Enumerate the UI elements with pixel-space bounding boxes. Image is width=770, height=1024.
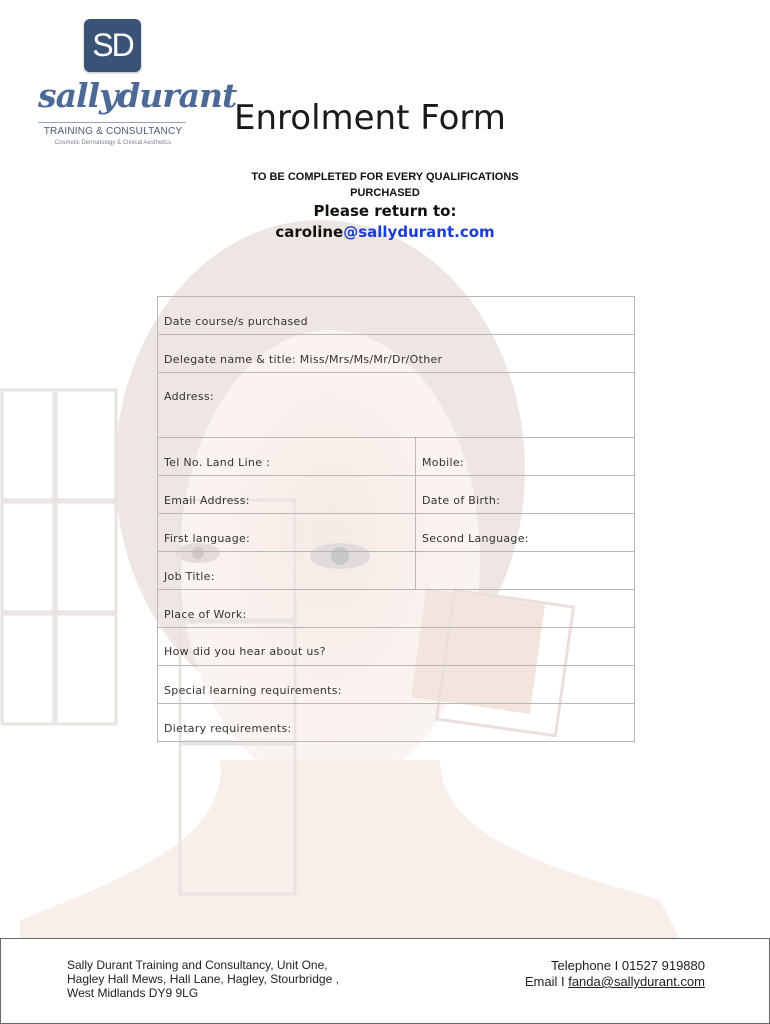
logo-wordmark: sallydurant — [38, 76, 237, 115]
form-row-work — [158, 590, 634, 628]
dietary-label: Dietary requirements: — [164, 722, 292, 735]
job-title-label: Job Title: — [164, 570, 215, 583]
form-row-date — [158, 297, 634, 335]
place-of-work-label: Place of Work: — [164, 608, 247, 621]
form-row-hear — [158, 628, 634, 666]
second-language-label: Second Language: — [422, 532, 529, 545]
job-title-field[interactable] — [158, 552, 416, 589]
return-email[interactable] — [220, 223, 550, 241]
dob-field[interactable] — [416, 476, 634, 513]
footer-address-line-2: Hagley Hall Mews, Hall Lane, Hagley, Stourbridge , — [67, 972, 339, 986]
job-title-empty-cell — [416, 552, 634, 589]
logo-tagline: Cosmetic Dermatology & Clinical Aesthetics — [54, 140, 172, 146]
footer-address — [67, 958, 339, 1000]
tel-landline-label: Tel No. Land Line : — [164, 456, 271, 469]
company-logo — [36, 16, 237, 156]
logo-badge: SD — [84, 19, 141, 72]
footer — [0, 938, 770, 1024]
footer-address-line-1: Sally Durant Training and Consultancy, Unit One, — [67, 958, 328, 972]
form-row-special — [158, 666, 634, 704]
form-row-delegate — [158, 335, 634, 373]
second-language-field[interactable] — [416, 514, 634, 551]
instruction-line-1: TO BE COMPLETED FOR EVERY QUALIFICATIONS — [251, 171, 519, 183]
hear-about-label: How did you hear about us? — [164, 645, 326, 658]
footer-email — [525, 974, 705, 990]
dietary-field[interactable] — [158, 704, 634, 741]
instructions — [220, 169, 550, 201]
date-courses-field[interactable] — [158, 297, 634, 334]
logo-subtitle: TRAINING & CONSULTANCY — [43, 126, 183, 137]
special-learning-label: Special learning requirements: — [164, 684, 342, 697]
footer-telephone: Telephone I 01527 919880 — [551, 958, 705, 973]
form-row-dietary — [158, 704, 634, 742]
form-row-email — [158, 476, 634, 514]
mobile-label: Mobile: — [422, 456, 464, 469]
footer-email-link[interactable]: fanda@sallydurant.com — [568, 974, 705, 989]
place-of-work-field[interactable] — [158, 590, 634, 627]
delegate-name-label: Delegate name & title: Miss/Mrs/Ms/Mr/Dr/Other — [164, 353, 443, 366]
form-row-language — [158, 514, 634, 552]
hear-about-field[interactable] — [158, 628, 634, 665]
footer-contact — [525, 958, 705, 990]
email-field[interactable] — [158, 476, 416, 513]
special-learning-field[interactable] — [158, 666, 634, 703]
dob-label: Date of Birth: — [422, 494, 501, 507]
address-label: Address: — [164, 390, 214, 403]
return-email-user: caroline — [275, 223, 344, 241]
footer-address-line-3: West Midlands DY9 9LG — [67, 986, 199, 1000]
address-field[interactable] — [158, 373, 634, 437]
page-title: Enrolment Form — [234, 98, 506, 138]
delegate-name-field[interactable] — [158, 335, 634, 372]
email-label: Email Address: — [164, 494, 250, 507]
logo-divider — [38, 122, 186, 123]
return-label: Please return to: — [313, 202, 457, 220]
first-language-field[interactable] — [158, 514, 416, 551]
return-email-domain[interactable]: @sallydurant.com — [343, 223, 495, 241]
form-row-job — [158, 552, 634, 590]
enrolment-form-table — [157, 296, 635, 742]
tel-landline-field[interactable] — [158, 438, 416, 475]
footer-email-prefix: Email I — [524, 974, 569, 989]
instruction-line-2: PURCHASED — [350, 187, 420, 199]
form-row-tel — [158, 438, 634, 476]
mobile-field[interactable] — [416, 438, 634, 475]
form-row-address — [158, 373, 634, 438]
first-language-label: First language: — [164, 532, 251, 545]
date-courses-label: Date course/s purchased — [164, 315, 308, 328]
